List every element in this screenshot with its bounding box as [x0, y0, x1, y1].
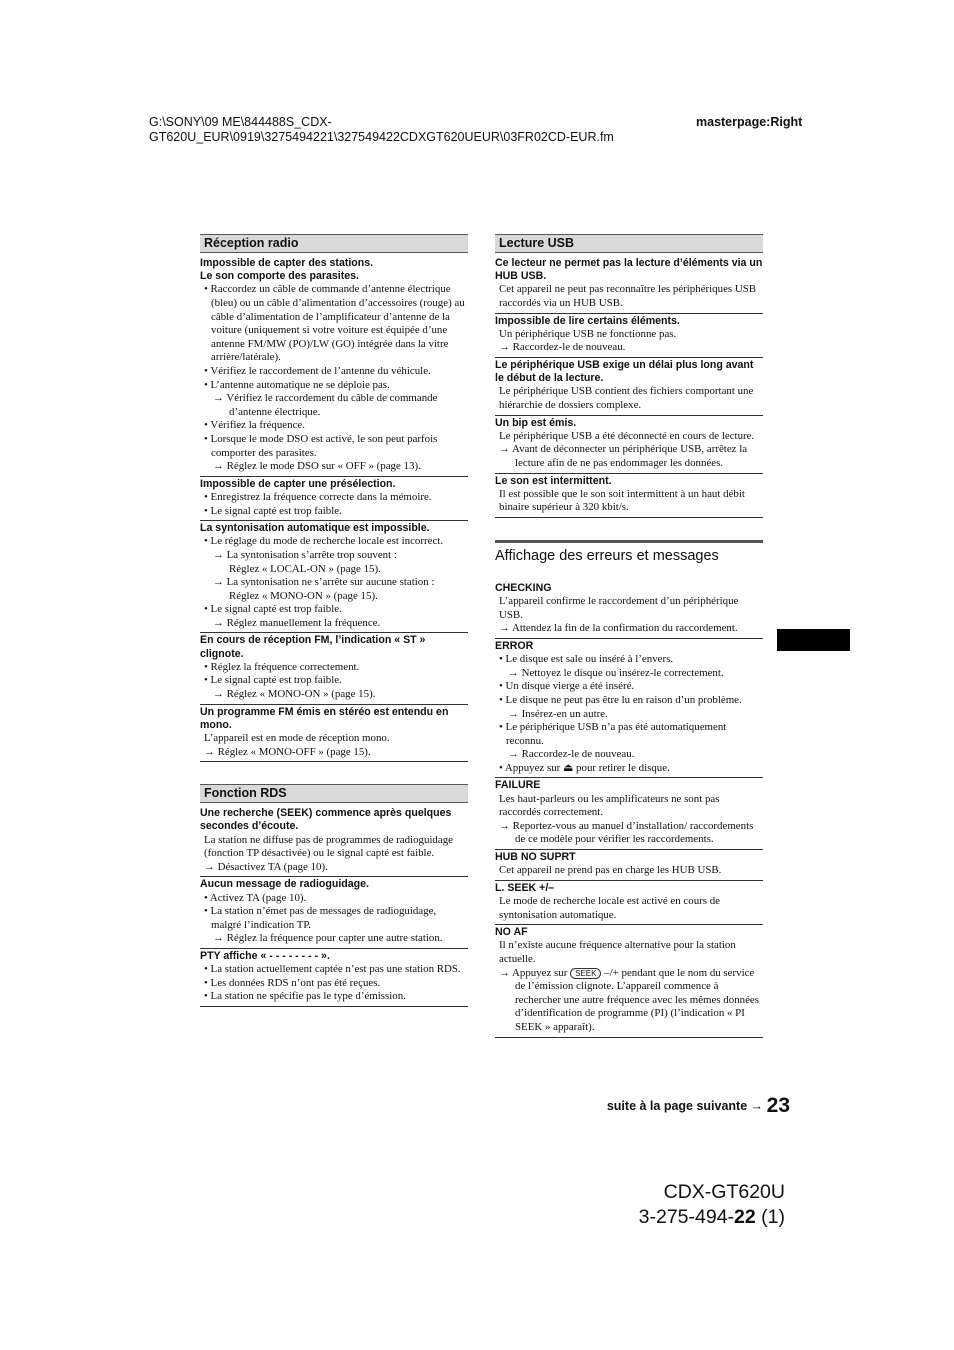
right-column [495, 234, 763, 1038]
remedy: → Réglez « MONO-ON » (page 15). [213, 688, 376, 701]
remedy [495, 967, 763, 1035]
continued-text: suite à la page suivante → [606, 1099, 764, 1113]
remedy-cont: Réglez « LOCAL-ON » (page 15). [229, 562, 381, 575]
bullet: • Le réglage du mode de recherche locale est incorrect. [204, 535, 444, 548]
section-title-usb: Lecture USB [495, 234, 763, 253]
usb-block-items [495, 314, 763, 358]
error-block-failure [495, 778, 763, 850]
radio-block-preset [200, 477, 468, 521]
bullet: • Vérifiez la fréquence. [204, 419, 305, 432]
question: Un programme FM émis en stéréo est entendu en mono. [200, 705, 449, 731]
paragraph: Le périphérique USB a été déconnecté en cours de lecture. [499, 429, 755, 442]
question: Ce lecteur ne permet pas la lecture d’éléments via un HUB USB. [495, 257, 763, 283]
bullet-eject [495, 762, 763, 776]
remedy: → Raccordez-le de nouveau. [508, 748, 635, 761]
bullet: • Le signal capté est trop faible. [204, 674, 342, 687]
paragraph: La station ne diffuse pas de programmes de radioguidage (fonction TP désactivée) ou le signal capté est faible. [204, 833, 453, 860]
section-title-radio: Réception radio [200, 234, 468, 253]
message-code: NO AF [495, 926, 528, 939]
remedy: → Réglez « MONO-OFF » (page 15). [204, 745, 371, 758]
usb-block-hub [495, 256, 763, 314]
page-number: 23 [766, 1094, 790, 1117]
bullet: • Le disque ne peut pas être lu en raison d’un problème. [499, 693, 742, 706]
radio-block-mono [200, 705, 468, 763]
section-title-errors: Affichage des erreurs et messages [495, 540, 763, 565]
radio-block-auto-tuning [200, 521, 468, 633]
remedy-text: –/+ pendant que le nom du service de l’émission clignote. L’appareil commence à rechercher une autre fréquence avec les mêmes données d’identification de programme (PI) (l’indication « PI SEEK » apparaît). [515, 966, 759, 1034]
bullet: • Le périphérique USB n’a pas été automatiquement reconnu. [499, 721, 727, 747]
usb-block-beep [495, 416, 763, 474]
remedy-cont: Réglez « MONO-ON » (page 15). [229, 589, 378, 602]
bullet: • Enregistrez la fréquence correcte dans la mémoire. [204, 490, 432, 503]
bullet: • La station n’émet pas de messages de radioguidage, malgré l’indication TP. [204, 905, 437, 931]
paragraph: L’appareil est en mode de réception mono. [204, 732, 390, 745]
bullet: • Les données RDS n’ont pas été reçues. [204, 976, 381, 989]
bullet-text: pour retirer le disque. [576, 761, 670, 774]
remedy: → Attendez la fin de la confirmation du raccordement. [499, 622, 738, 635]
error-block-hub [495, 850, 763, 881]
question: Impossible de capter une présélection. [200, 477, 396, 490]
question: La syntonisation automatique est impossible. [200, 522, 430, 535]
error-block-error [495, 639, 763, 779]
remedy: → La syntonisation s’arrête trop souvent : [213, 548, 397, 561]
paragraph: Il n’existe aucune fréquence alternative pour la station actuelle. [499, 939, 736, 966]
bullet: • Raccordez un câble de commande d’antenne électrique (bleu) ou un câble d’alimentation d’accessoires (rouge) au câble d’alimentation de l’amplificateur d’antenne de la voiture (uniquement si votre voiture est équipée d’une antenne FM/MW (PO)/LW (GO) intégrée dans la vitre arrière/latérale). [204, 283, 465, 364]
remedy: → Insérez-en un autre. [508, 707, 608, 720]
seek-button-icon: SEEK [570, 968, 601, 979]
bullet: • Le signal capté est trop faible. [204, 504, 342, 517]
message-code: ERROR [495, 639, 534, 652]
paragraph: Il est possible que le son soit intermittent à un haut débit binaire supérieur à 320 kbit/s. [499, 487, 745, 514]
file-path-line-2: GT620U_EUR\0919\3275494221\327549422CDXGT620UEUR\03FR02CD-EUR.fm [149, 130, 614, 144]
message-code: CHECKING [495, 581, 552, 594]
paragraph: Cet appareil ne prend pas en charge les HUB USB. [499, 864, 722, 877]
masterpage-label: masterpage:Right [696, 115, 803, 129]
left-column [200, 234, 468, 1007]
paragraph: Cet appareil ne peut pas reconnaître les périphériques USB raccordés via un HUB USB. [499, 283, 757, 309]
question: Le périphérique USB exige un délai plus long avant le début de la lecture. [495, 358, 754, 385]
continued-note [560, 1094, 790, 1118]
remedy: → Avant de déconnecter un périphérique USB, arrêtez la lecture afin de ne pas endommager les données. [499, 443, 748, 469]
remedy-text: → Appuyez sur [499, 966, 568, 979]
file-path-header [149, 115, 669, 145]
paragraph: Les haut-parleurs ou les amplificateurs ne sont pas raccordés correctement. [499, 792, 720, 819]
question: Le son est intermittent. [495, 474, 612, 487]
model-name: CDX-GT620U [663, 1181, 785, 1203]
part-code-a: 3-275-494- [638, 1206, 735, 1228]
bullet: • Réglez la fréquence correctement. [204, 660, 360, 673]
question: Un bip est émis. [495, 416, 577, 429]
bullet: • Activez TA (page 10). [204, 891, 307, 904]
paragraph: Le mode de recherche locale est activé en cours de syntonisation automatique. [499, 895, 721, 921]
question: Aucun message de radioguidage. [200, 878, 369, 891]
message-code: L. SEEK +/– [495, 881, 555, 894]
usb-block-delay [495, 358, 763, 416]
paragraph: Le périphérique USB contient des fichiers comportant une hiérarchie de dossiers complexe. [499, 385, 754, 411]
file-path-line-1: G:\SONY\09 ME\844488S_CDX- [149, 115, 332, 129]
eject-icon: ⏏ [563, 761, 574, 774]
bullet: • L’antenne automatique ne se déploie pas. [204, 378, 390, 391]
bullet: • Le signal capté est trop faible. [204, 603, 342, 616]
remedy: → La syntonisation ne s’arrête sur aucune station : [213, 576, 435, 589]
bullet: • Un disque vierge a été inséré. [499, 680, 635, 693]
bullet: • Le disque est sale ou inséré à l’envers. [499, 653, 674, 666]
remedy: → Désactivez TA (page 10). [204, 860, 328, 873]
question: Une recherche (SEEK) commence après quelques secondes d’écoute. [200, 807, 452, 833]
error-block-lseek [495, 881, 763, 925]
remedy: → Réglez le mode DSO sur « OFF » (page 13). [213, 460, 421, 473]
question: En cours de réception FM, l’indication « ST » clignote. [200, 634, 426, 660]
bullet: • La station ne spécifie pas le type d’émission. [204, 990, 406, 1003]
section-title-rds: Fonction RDS [200, 784, 468, 803]
error-block-checking [495, 581, 763, 639]
remedy: → Raccordez-le de nouveau. [499, 341, 626, 354]
remedy: → Réglez manuellement la fréquence. [213, 616, 381, 629]
part-code-c: (1) [755, 1206, 785, 1228]
question: PTY affiche « - - - - - - - - ». [200, 950, 330, 963]
message-code: HUB NO SUPRT [495, 851, 576, 864]
remedy: → Nettoyez le disque ou insérez-le correctement. [508, 666, 724, 679]
remedy: → Reportez-vous au manuel d’installation/ raccordements de ce modèle pour vérifier les raccordements. [499, 819, 754, 846]
error-block-noaf [495, 925, 763, 1037]
radio-block-no-stations [200, 256, 468, 477]
part-code-b: 22 [734, 1206, 756, 1228]
question: Le son comporte des parasites. [200, 270, 359, 283]
message-code: FAILURE [495, 779, 541, 792]
part-number [600, 1205, 785, 1230]
remedy: → Réglez la fréquence pour capter une autre station. [213, 932, 443, 945]
bullet: • La station actuellement captée n’est pas une station RDS. [204, 963, 461, 976]
thumb-tab [777, 629, 850, 651]
bullet-text: • Appuyez sur [499, 761, 561, 774]
usb-block-intermittent [495, 474, 763, 518]
paragraph: L’appareil confirme le raccordement d’un périphérique USB. [499, 595, 739, 621]
bullet: • Lorsque le mode DSO est activé, le son peut parfois comporter des parasites. [204, 432, 438, 459]
rds-block-traffic [200, 877, 468, 949]
paragraph: Un périphérique USB ne fonctionne pas. [499, 327, 677, 340]
question: Impossible de lire certains éléments. [495, 314, 680, 327]
radio-block-st-blinks [200, 633, 468, 704]
model-block [600, 1180, 785, 1230]
bullet: • Vérifiez le raccordement de l’antenne du véhicule. [204, 364, 431, 377]
rds-block-seek [200, 806, 468, 877]
rds-block-pty [200, 949, 468, 1007]
question: Impossible de capter des stations. [200, 257, 374, 269]
remedy: → Vérifiez le raccordement du câble de commande d’antenne électrique. [213, 392, 438, 418]
